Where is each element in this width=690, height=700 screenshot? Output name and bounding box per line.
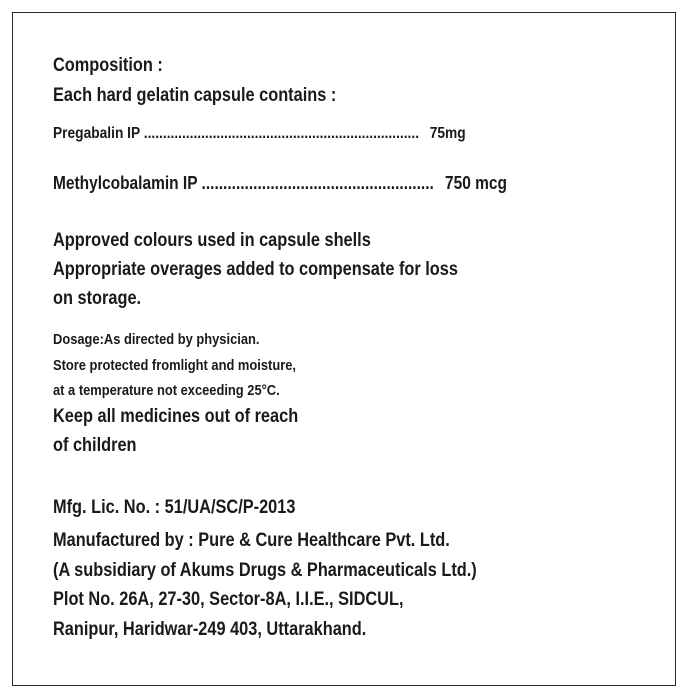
ingredient-amount: 750 mcg [444, 173, 507, 193]
composition-subheading: Each hard gelatin capsule contains : [53, 85, 337, 106]
storage-text-2: at a temperature not exceeding 25°C. [53, 382, 280, 399]
ingredient-name: Pregabalin IP [53, 125, 140, 142]
manufacturer-line-1: Manufactured by : Pure & Cure Healthcare Pvt. Ltd. [53, 530, 450, 551]
mfg-license: Mfg. Lic. No. : 51/UA/SC/P-2013 [53, 497, 296, 518]
ingredient-amount: 75mg [429, 125, 466, 142]
ingredient-row-methylcobalamin [53, 173, 507, 194]
note-storage-loss: on storage. [53, 288, 142, 309]
ingredient-leader-dots: ...................................................... [201, 173, 434, 193]
ingredient-row-pregabalin [53, 125, 466, 143]
ingredient-name: Methylcobalamin IP [53, 173, 198, 193]
storage-text-1: Store protected fromlight and moisture, [53, 357, 296, 374]
manufacturer-line-2: (A subsidiary of Akums Drugs & Pharmaceuticals Ltd.) [53, 560, 477, 581]
warning-text-1: Keep all medicines out of reach [53, 406, 299, 427]
note-colours: Approved colours used in capsule shells [53, 230, 371, 251]
composition-heading: Composition : [53, 55, 163, 76]
manufacturer-address-1: Plot No. 26A, 27-30, Sector-8A, I.I.E., SIDCUL, [53, 589, 404, 610]
label-border [12, 12, 676, 686]
warning-text-2: of children [53, 435, 137, 456]
note-overages: Appropriate overages added to compensate for loss [53, 259, 458, 280]
manufacturer-address-2: Ranipur, Haridwar-249 403, Uttarakhand. [53, 619, 367, 640]
dosage-text: Dosage:As directed by physician. [53, 331, 260, 348]
ingredient-leader-dots: ........................................................................ [143, 125, 420, 142]
